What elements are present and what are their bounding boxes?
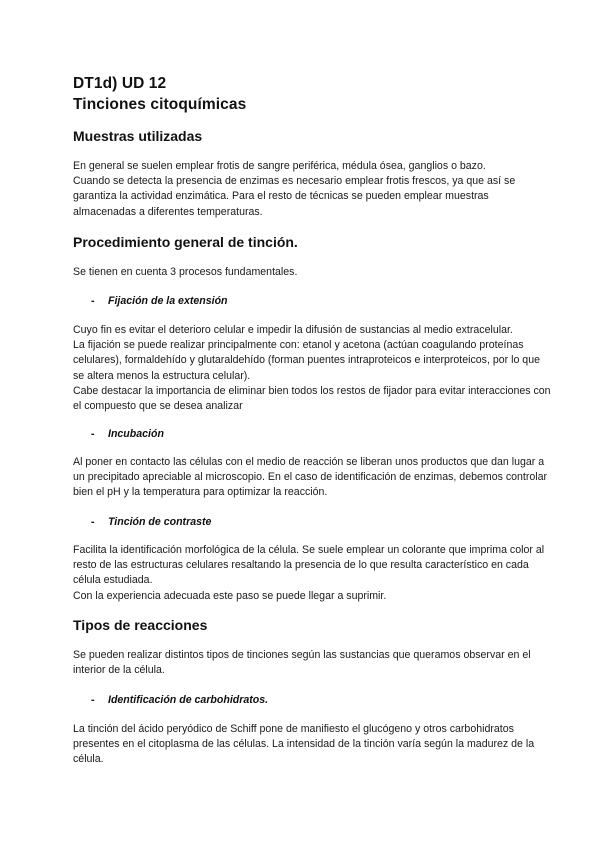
heading-procedimiento: Procedimiento general de tinción.	[73, 234, 298, 250]
bullet-title: Fijación de la extensión	[108, 295, 228, 307]
text-line: resto de las estructuras celulares resaltando la presencia de lo que resulta característico en cada	[73, 559, 529, 572]
bullet-marker: -	[91, 428, 95, 440]
text-line: bien el pH y la temperatura para optimizar la reacción.	[73, 486, 328, 499]
bullet-contraste	[91, 515, 211, 529]
text-line: almacenadas a diferentes temperaturas.	[73, 205, 263, 218]
text-line: En general se suelen emplear frotis de sangre periférica, médula ósea, ganglios o bazo.	[73, 160, 486, 172]
text-line: célula.	[73, 753, 104, 766]
text-line: garantiza la actividad enzimática. Para el resto de técnicas se pueden emplear muestras	[73, 190, 489, 203]
text-line: Con la experiencia adecuada este paso se puede llegar a suprimir.	[73, 589, 387, 602]
bullet-marker: -	[91, 295, 95, 307]
heading-muestras: Muestras utilizadas	[73, 128, 203, 144]
text-line: Facilita la identificación morfológica de la célula. Se suele emplear un colorante que imprima color al	[73, 544, 545, 556]
text-line: un precipitado apreciable al microscopio. En el caso de identificación de enzimas, debemos controlar	[73, 471, 548, 484]
paragraph-contraste	[73, 543, 553, 604]
text-line: La fijación se puede realizar principalmente con: etanol y acetona (actúan coagulando proteínas	[73, 339, 524, 352]
document-title	[73, 73, 246, 115]
text-line: Cabe destacar la importancia de eliminar bien todos los restos de fijador para evitar interacciones con	[73, 384, 551, 397]
bullet-incubacion	[91, 427, 164, 441]
bullet-carbohidratos	[91, 693, 268, 707]
bullet-title: Tinción de contraste	[108, 516, 212, 528]
text-line: Cuyo fin es evitar el deterioro celular e impedir la difusión de sustancias al medio extracelular.	[73, 324, 513, 336]
text-line: se altera menos la estructura celular).	[73, 369, 251, 382]
bullet-title: Incubación	[108, 428, 164, 440]
text-line: Se tienen en cuenta 3 procesos fundamentales.	[73, 266, 298, 278]
document-title-line-1: DT1d) UD 12	[73, 75, 167, 92]
text-line: Al poner en contacto las células con el medio de reacción se liberan unos productos que dan lugar a	[73, 456, 545, 468]
paragraph-tipos-intro	[73, 648, 553, 678]
bullet-fijacion	[91, 294, 228, 308]
text-line: celulares), formaldehído y glutaraldehído (forman puentes intraproteicos e interproteicos, por lo que	[73, 354, 540, 367]
text-line: Se pueden realizar distintos tipos de tinciones según las sustancias que queramos observar en el	[73, 649, 531, 661]
bullet-marker: -	[91, 516, 95, 528]
paragraph-muestras	[73, 159, 553, 220]
text-line: interior de la célula.	[73, 664, 165, 677]
text-line: célula estudiada.	[73, 574, 153, 587]
paragraph-fijacion	[73, 323, 553, 414]
document-title-line-2: Tinciones citoquímicas	[73, 96, 247, 113]
bullet-marker: -	[91, 694, 95, 706]
heading-tipos: Tipos de reacciones	[73, 617, 208, 633]
text-line: Cuando se detecta la presencia de enzimas es necesario emplear frotis frescos, ya que así se	[73, 175, 516, 188]
text-line: La tinción del ácido peryódico de Schiff pone de manifiesto el glucógeno y otros carbohidratos	[73, 723, 514, 735]
text-line: el compuesto que se desea analizar	[73, 400, 243, 413]
text-line: presentes en el citoplasma de las células. La intensidad de la tinción varía según la madurez de la	[73, 738, 535, 751]
bullet-title: Identificación de carbohidratos.	[108, 694, 269, 706]
paragraph-incubacion	[73, 455, 553, 501]
paragraph-carbohidratos	[73, 722, 553, 768]
paragraph-procedimiento-intro	[73, 265, 553, 280]
